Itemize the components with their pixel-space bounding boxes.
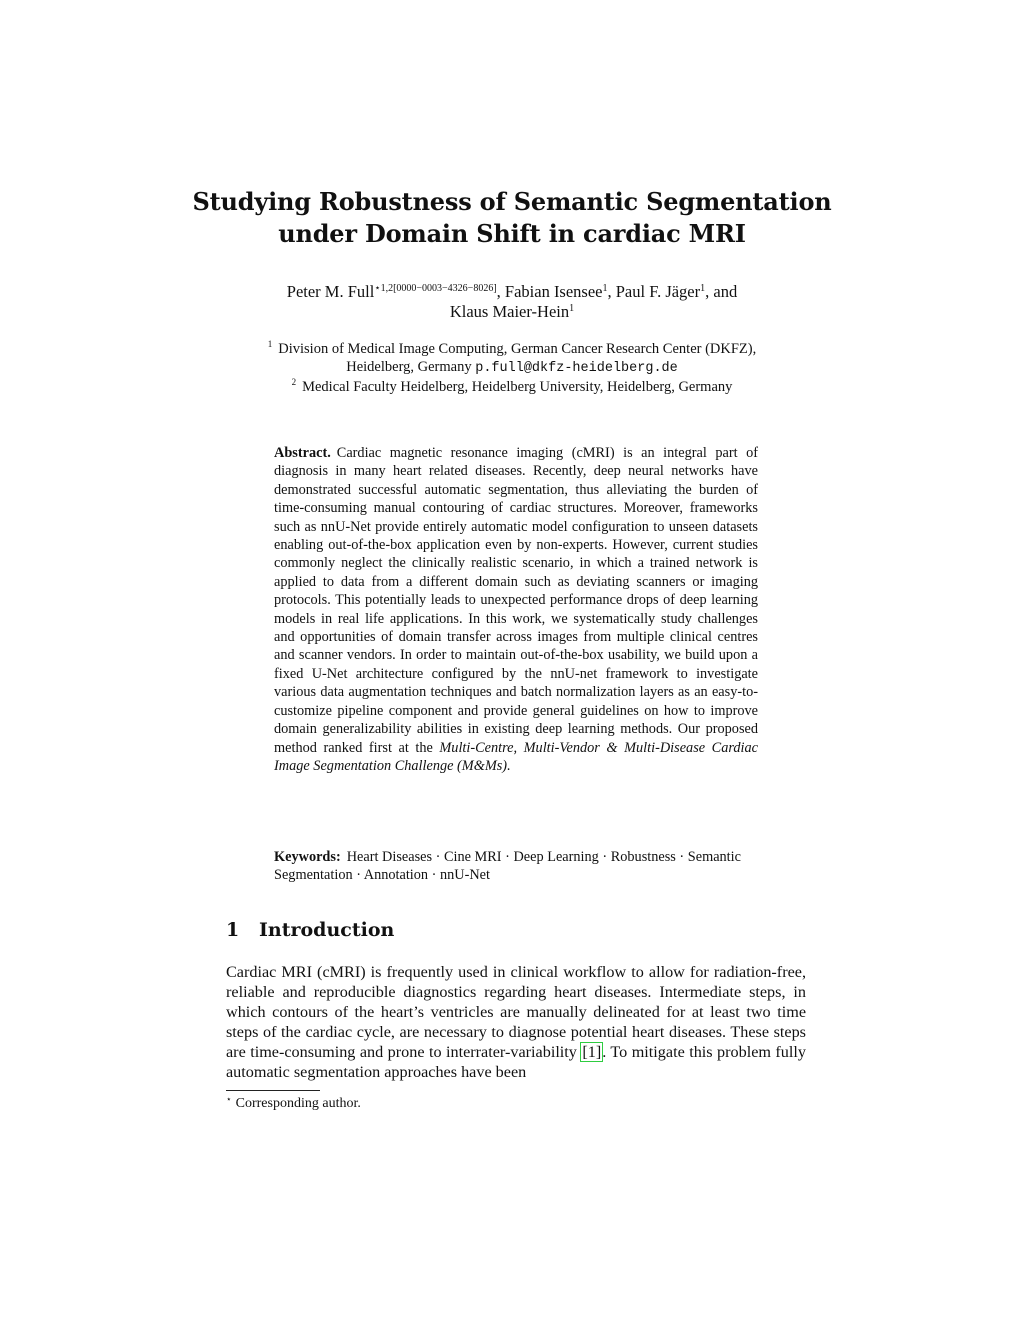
author-line-1	[180, 282, 844, 302]
author-conjunction: , and	[705, 282, 738, 301]
intro-text: Cardiac MRI (cMRI) is frequently used in clinical workflow to allow for radiation-free, reliable and reproducible diagnostics regarding heart diseases. Intermediate steps, in which contours of the heart’s ventricles are manually delineated for at least two time steps of the cardiac cycle, are necessary to diagnose potential heart diseases. These steps are time-consuming and prone to interrater-variability	[226, 963, 806, 1061]
affiliation-1-line-1	[180, 340, 844, 358]
affiliation-number: 2	[291, 377, 297, 387]
footnote	[226, 1095, 361, 1113]
author-name: Peter M. Full	[286, 282, 375, 301]
section-heading-introduction	[226, 918, 394, 942]
affiliation-2	[180, 378, 844, 396]
abstract-text: Cardiac magnetic resonance imaging (cMRI) is an integral part of diagnosis in many heart related diseases. Recently, deep neural networks have demonstrated successful automatic segmentation, thus alleviating the burden of time-consuming manual contouring of cardiac structures. Moreover, frameworks such as nnU-Net provide entirely automatic model configuration to unseen datasets enabling out-of-the-box application even by non-experts. However, current studies commonly neglect the clinically realistic scenario, in which a trained network is applied to data from a different domain such as deviating scanners or imaging protocols. This potentially leads to unexpected performance drops of deep learning models in real life applications. In this work, we systematically study challenges and opportunities of domain transfer across images from multiple clinical centres and scanner vendors. In order to maintain out-of-the-box usability, we build upon a fixed U-Net architecture configured by the nnU-net framework to investigate various data augmentation techniques and batch normalization layers as an easy-to-customize pipeline component and provide general guidelines on how to improve domain generalizability abilities in existing deep learning methods. Our proposed method ranked first at the	[274, 445, 758, 756]
affiliation-1-line-2	[180, 358, 844, 378]
keywords-label: Keywords:	[274, 849, 341, 865]
keywords	[274, 848, 758, 885]
citation-link[interactable]: [1]	[582, 1043, 602, 1061]
introduction-paragraph	[226, 962, 806, 1082]
author-affiliation-mark: 1	[569, 303, 575, 314]
paper-title	[180, 186, 844, 250]
affiliation-number: 1	[267, 339, 273, 349]
footnote-text: Corresponding author.	[235, 1096, 361, 1111]
title-line-1: Studying Robustness of Semantic Segmentation	[192, 187, 832, 216]
author-list	[180, 282, 844, 322]
author-email-link[interactable]: p.full@dkfz-heidelberg.de	[475, 361, 678, 376]
affiliation-list	[180, 340, 844, 396]
keywords-text: Heart Diseases · Cine MRI · Deep Learning · Robustness · Semantic Segmentation · Annotation · nnU-Net	[274, 849, 741, 884]
abstract	[274, 444, 758, 775]
affiliation-text: Heidelberg, Germany	[346, 359, 476, 375]
section-title: Introduction	[259, 919, 395, 941]
abstract-label: Abstract.	[274, 445, 331, 461]
section-number: 1	[226, 919, 240, 941]
author-name: , Paul F. Jäger	[607, 282, 701, 301]
author-affiliation-mark: 1	[602, 283, 608, 294]
author-name: , Fabian Isensee	[496, 282, 603, 301]
author-name: Klaus Maier-Hein	[449, 302, 570, 321]
author-affiliation-mark: 1	[700, 283, 706, 294]
intro-text: . To mitigate this problem fully automatic segmentation approaches have been	[226, 1043, 806, 1081]
title-line-2: under Domain Shift in cardiac MRI	[278, 219, 746, 248]
author-affiliation-mark: ⋆1,2[0000−0003−4326−8026]	[374, 283, 497, 294]
footnote-rule	[226, 1090, 320, 1091]
challenge-name: Multi-Centre, Multi-Vendor & Multi-Disease Cardiac Image Segmentation Challenge (M&Ms).	[274, 739, 758, 774]
author-line-2	[180, 302, 844, 322]
affiliation-text: Division of Medical Image Computing, German Cancer Research Center (DKFZ),	[278, 341, 757, 357]
footnote-mark: ⋆	[226, 1094, 232, 1104]
affiliation-text: Medical Faculty Heidelberg, Heidelberg University, Heidelberg, Germany	[302, 379, 733, 395]
